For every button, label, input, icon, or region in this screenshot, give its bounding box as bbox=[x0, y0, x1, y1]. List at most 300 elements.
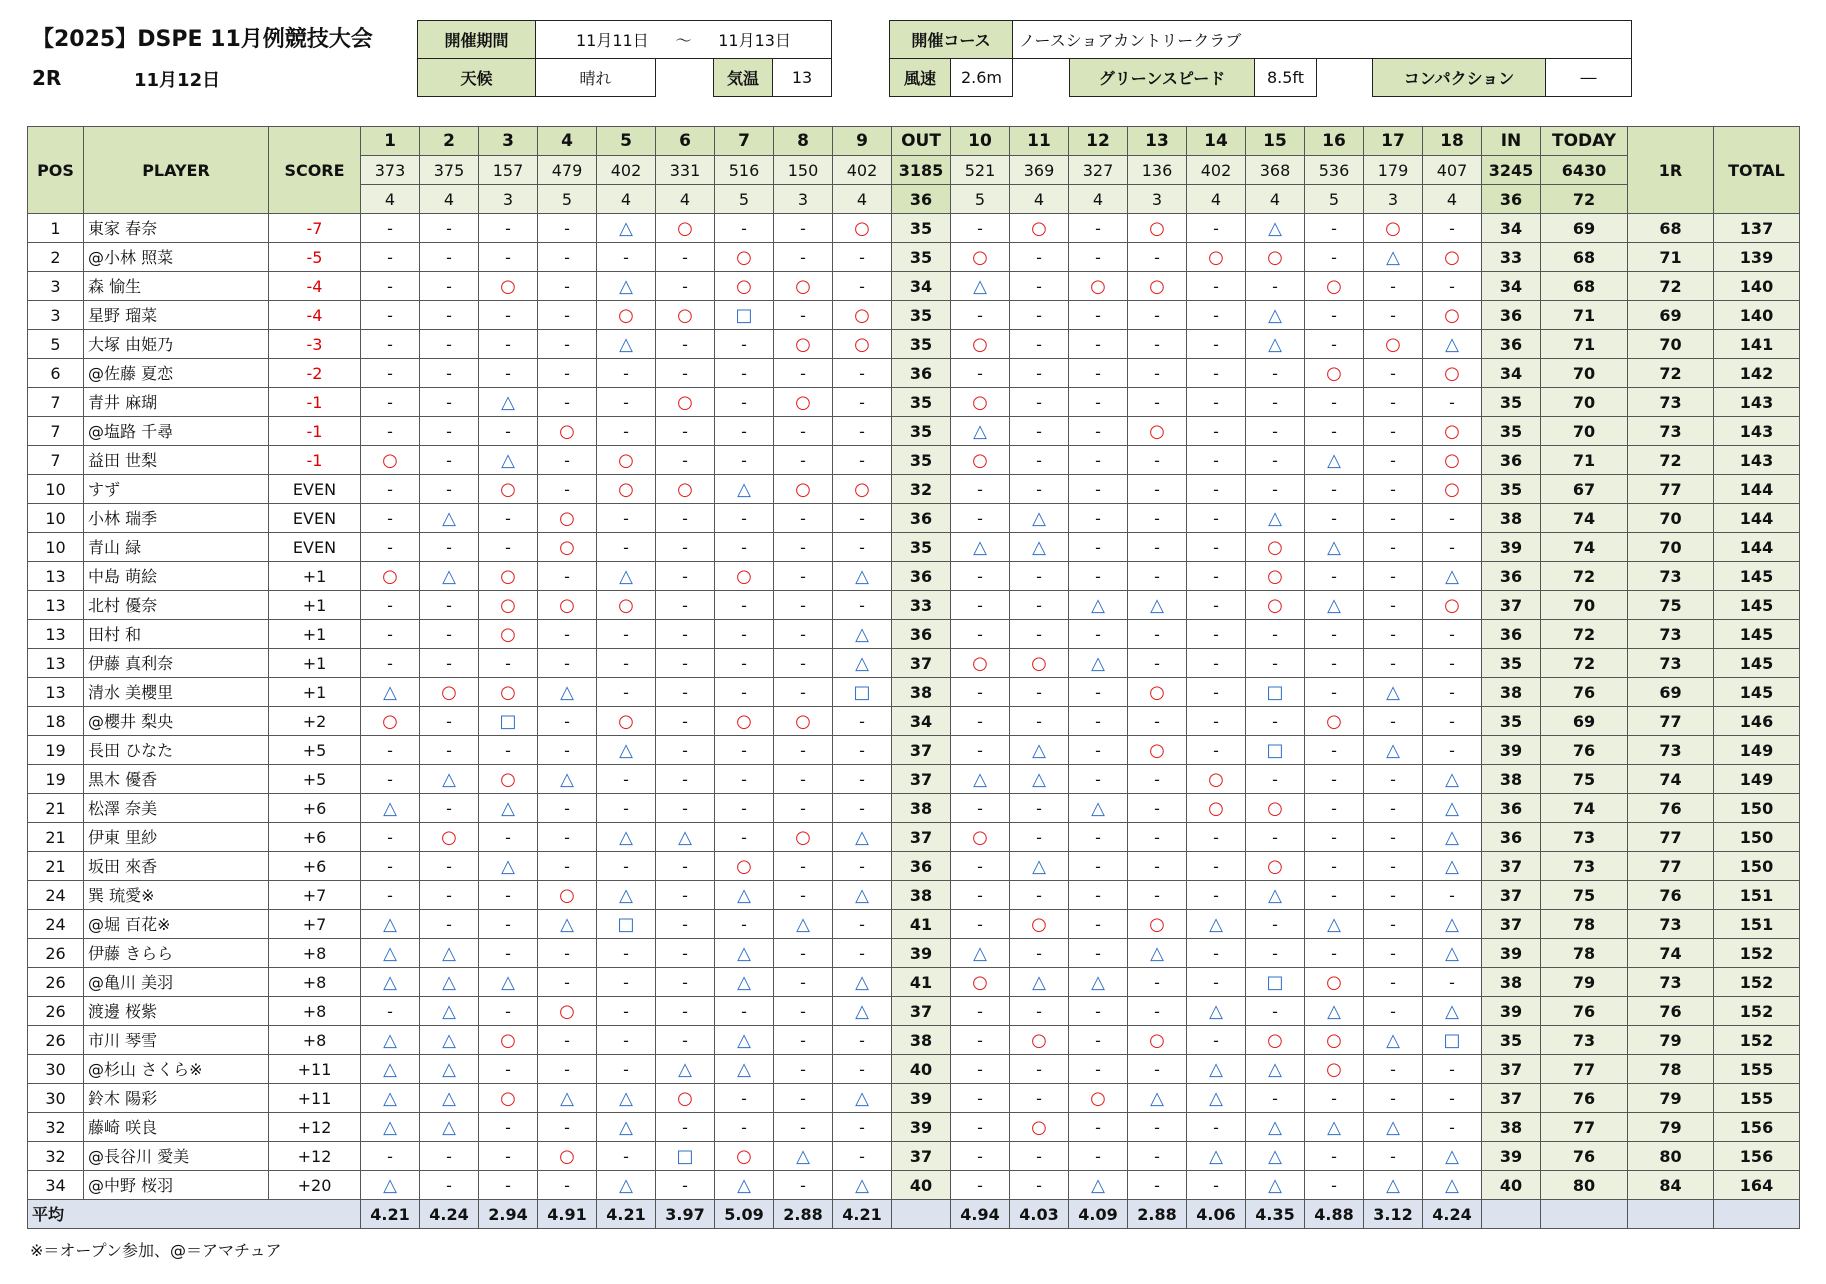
hole-result bbox=[656, 852, 715, 881]
par-dash: - bbox=[1095, 247, 1101, 267]
hole-result bbox=[1010, 765, 1069, 794]
par-dash: - bbox=[623, 972, 629, 992]
hole-result bbox=[1010, 214, 1069, 243]
par-dash: - bbox=[859, 914, 865, 934]
hole-result bbox=[1010, 823, 1069, 852]
table-row bbox=[28, 707, 1800, 736]
hole-result bbox=[479, 591, 538, 620]
player-1r: 84 bbox=[1628, 1171, 1714, 1200]
hole-result bbox=[479, 504, 538, 533]
birdie-circle-icon: ○ bbox=[972, 826, 988, 848]
bogey-triangle-icon: △ bbox=[1327, 913, 1341, 935]
par-dash: - bbox=[1390, 972, 1396, 992]
par-dash: - bbox=[1213, 218, 1219, 238]
bogey-triangle-icon: △ bbox=[1386, 1029, 1400, 1051]
par-dash: - bbox=[1331, 1175, 1337, 1195]
hole-result bbox=[1069, 301, 1128, 330]
average-row bbox=[28, 1200, 1800, 1229]
par-dash: - bbox=[387, 218, 393, 238]
hole-result bbox=[774, 939, 833, 968]
hole-result bbox=[833, 649, 892, 678]
hole-result bbox=[1246, 1113, 1305, 1142]
hole-result bbox=[1246, 620, 1305, 649]
player-1r: 73 bbox=[1628, 388, 1714, 417]
player-total: 149 bbox=[1714, 736, 1800, 765]
par-dash: - bbox=[1154, 363, 1160, 383]
hole-result bbox=[1187, 1084, 1246, 1113]
hole-result bbox=[1246, 968, 1305, 997]
r1-average bbox=[1628, 1200, 1714, 1229]
bogey-triangle-icon: △ bbox=[1327, 594, 1341, 616]
hole-result bbox=[1305, 707, 1364, 736]
player-score: +6 bbox=[269, 823, 361, 852]
player-in: 37 bbox=[1482, 1084, 1541, 1113]
hole-result bbox=[1423, 562, 1482, 591]
par-dash: - bbox=[1036, 450, 1042, 470]
hole-result bbox=[1423, 910, 1482, 939]
par-dash: - bbox=[1154, 653, 1160, 673]
player-1r: 69 bbox=[1628, 678, 1714, 707]
average-label: 平均 bbox=[28, 1200, 361, 1229]
par-dash: - bbox=[623, 856, 629, 876]
hole-result bbox=[1364, 446, 1423, 475]
hole-result bbox=[420, 562, 479, 591]
player-score: -3 bbox=[269, 330, 361, 359]
birdie-circle-icon: ○ bbox=[1326, 1058, 1342, 1080]
hole-result bbox=[1423, 852, 1482, 881]
player-total: 143 bbox=[1714, 417, 1800, 446]
hole-result bbox=[656, 446, 715, 475]
bogey-triangle-icon: △ bbox=[1327, 1116, 1341, 1138]
par-dash: - bbox=[1272, 769, 1278, 789]
hole-number: 2 bbox=[420, 127, 479, 156]
hole-result bbox=[1364, 678, 1423, 707]
hole-result bbox=[1305, 417, 1364, 446]
hole-result bbox=[361, 707, 420, 736]
player-in: 39 bbox=[1482, 939, 1541, 968]
hole-result bbox=[420, 1113, 479, 1142]
player-pos: 7 bbox=[28, 446, 84, 475]
par-dash: - bbox=[800, 421, 806, 441]
hole-result bbox=[597, 533, 656, 562]
player-today: 68 bbox=[1541, 243, 1628, 272]
hole-result bbox=[1364, 852, 1423, 881]
par-dash: - bbox=[564, 450, 570, 470]
hole-result bbox=[479, 417, 538, 446]
hole-result bbox=[597, 649, 656, 678]
player-name: @亀川 美羽 bbox=[84, 968, 269, 997]
hole-result bbox=[1305, 852, 1364, 881]
hole-result bbox=[538, 272, 597, 301]
hole-result bbox=[361, 330, 420, 359]
hole-result bbox=[361, 272, 420, 301]
player-in: 40 bbox=[1482, 1171, 1541, 1200]
player-in: 36 bbox=[1482, 620, 1541, 649]
par-dash: - bbox=[505, 334, 511, 354]
bogey-triangle-icon: △ bbox=[442, 1058, 456, 1080]
hole-result bbox=[1187, 1142, 1246, 1171]
par-dash: - bbox=[682, 595, 688, 615]
table-row bbox=[28, 359, 1800, 388]
birdie-circle-icon: ○ bbox=[1267, 565, 1283, 587]
player-out: 33 bbox=[892, 591, 951, 620]
hole-average: 4.21 bbox=[833, 1200, 892, 1229]
table-row bbox=[28, 881, 1800, 910]
player-name: 伊東 里紗 bbox=[84, 823, 269, 852]
player-today: 73 bbox=[1541, 823, 1628, 852]
hole-result bbox=[774, 1084, 833, 1113]
hole-result bbox=[1423, 1026, 1482, 1055]
hole-result bbox=[774, 359, 833, 388]
player-1r: 79 bbox=[1628, 1084, 1714, 1113]
player-1r: 73 bbox=[1628, 910, 1714, 939]
player-name: 東家 春奈 bbox=[84, 214, 269, 243]
hole-result bbox=[538, 533, 597, 562]
hole-result bbox=[1246, 939, 1305, 968]
par-dash: - bbox=[623, 537, 629, 557]
par-dash: - bbox=[977, 1059, 983, 1079]
table-row bbox=[28, 214, 1800, 243]
hole-result bbox=[833, 968, 892, 997]
par-dash: - bbox=[564, 827, 570, 847]
player-pos: 10 bbox=[28, 504, 84, 533]
player-out: 35 bbox=[892, 301, 951, 330]
player-1r: 73 bbox=[1628, 417, 1714, 446]
hole-result bbox=[361, 968, 420, 997]
bogey-triangle-icon: △ bbox=[1386, 681, 1400, 703]
birdie-circle-icon: ○ bbox=[736, 710, 752, 732]
hole-result bbox=[951, 359, 1010, 388]
hole-result bbox=[597, 417, 656, 446]
hole-result bbox=[1305, 359, 1364, 388]
birdie-circle-icon: ○ bbox=[1326, 1029, 1342, 1051]
hole-result bbox=[656, 388, 715, 417]
hole-result bbox=[1010, 301, 1069, 330]
par-dash: - bbox=[1036, 247, 1042, 267]
player-total: 144 bbox=[1714, 504, 1800, 533]
table-row bbox=[28, 736, 1800, 765]
birdie-circle-icon: ○ bbox=[1267, 1029, 1283, 1051]
birdie-circle-icon: ○ bbox=[1149, 420, 1165, 442]
par-dash: - bbox=[387, 247, 393, 267]
hole-result bbox=[774, 707, 833, 736]
player-total: 151 bbox=[1714, 910, 1800, 939]
birdie-circle-icon: ○ bbox=[382, 710, 398, 732]
hole-result bbox=[1010, 736, 1069, 765]
hole-result bbox=[1246, 272, 1305, 301]
hole-result bbox=[1128, 881, 1187, 910]
hole-result bbox=[1246, 1055, 1305, 1084]
player-name: 田村 和 bbox=[84, 620, 269, 649]
par-dash: - bbox=[800, 218, 806, 238]
hole-result bbox=[774, 881, 833, 910]
par-dash: - bbox=[977, 711, 983, 731]
par-dash: - bbox=[682, 1030, 688, 1050]
table-row bbox=[28, 939, 1800, 968]
hole-result bbox=[479, 533, 538, 562]
birdie-circle-icon: ○ bbox=[972, 449, 988, 471]
birdie-circle-icon: ○ bbox=[1267, 855, 1283, 877]
bogey-triangle-icon: △ bbox=[383, 971, 397, 993]
bogey-triangle-icon: △ bbox=[619, 1116, 633, 1138]
hole-result bbox=[1305, 1055, 1364, 1084]
par-dash: - bbox=[564, 479, 570, 499]
par-dash: - bbox=[446, 1146, 452, 1166]
hole-result bbox=[361, 1084, 420, 1113]
par-dash: - bbox=[1449, 740, 1455, 760]
round-label: 2R bbox=[32, 66, 62, 90]
hole-result bbox=[479, 765, 538, 794]
par-dash: - bbox=[741, 421, 747, 441]
hole-result bbox=[1128, 475, 1187, 504]
par-dash: - bbox=[1390, 363, 1396, 383]
hole-result bbox=[1423, 678, 1482, 707]
hole-result bbox=[1128, 736, 1187, 765]
par-dash: - bbox=[446, 363, 452, 383]
hole-result bbox=[1069, 1026, 1128, 1055]
hole-result bbox=[597, 301, 656, 330]
hole-result bbox=[1010, 1171, 1069, 1200]
hole-result bbox=[1069, 852, 1128, 881]
birdie-circle-icon: ○ bbox=[1031, 1029, 1047, 1051]
player-out: 39 bbox=[892, 1084, 951, 1113]
par-dash: - bbox=[1331, 508, 1337, 528]
bogey-triangle-icon: △ bbox=[737, 884, 751, 906]
hole-result bbox=[420, 765, 479, 794]
player-today: 78 bbox=[1541, 910, 1628, 939]
hole-result bbox=[951, 1142, 1010, 1171]
hole-result bbox=[833, 243, 892, 272]
player-out: 38 bbox=[892, 881, 951, 910]
hole-result bbox=[361, 359, 420, 388]
player-in: 36 bbox=[1482, 330, 1541, 359]
hole-result bbox=[420, 1055, 479, 1084]
par-dash: - bbox=[1095, 1001, 1101, 1021]
par-dash: - bbox=[1213, 421, 1219, 441]
par-dash: - bbox=[859, 711, 865, 731]
hole-result bbox=[361, 243, 420, 272]
player-total: 152 bbox=[1714, 968, 1800, 997]
hole-result bbox=[1187, 301, 1246, 330]
hole-result bbox=[774, 1142, 833, 1171]
par-dash: - bbox=[1390, 392, 1396, 412]
birdie-circle-icon: ○ bbox=[1444, 362, 1460, 384]
hole-result bbox=[715, 446, 774, 475]
hole-number: 12 bbox=[1069, 127, 1128, 156]
hole-result bbox=[361, 736, 420, 765]
bogey-triangle-icon: △ bbox=[1209, 913, 1223, 935]
par-dash: - bbox=[623, 1030, 629, 1050]
par-dash: - bbox=[1272, 392, 1278, 412]
table-row bbox=[28, 968, 1800, 997]
hole-number: 14 bbox=[1187, 127, 1246, 156]
birdie-circle-icon: ○ bbox=[559, 420, 575, 442]
hole-result bbox=[1187, 736, 1246, 765]
player-1r: 70 bbox=[1628, 330, 1714, 359]
par-dash: - bbox=[505, 508, 511, 528]
par-dash: - bbox=[741, 508, 747, 528]
bogey-triangle-icon: △ bbox=[1150, 942, 1164, 964]
par-dash: - bbox=[1449, 653, 1455, 673]
hole-result bbox=[656, 910, 715, 939]
hole-result bbox=[833, 504, 892, 533]
birdie-circle-icon: ○ bbox=[1031, 652, 1047, 674]
player-name: @小林 照菜 bbox=[84, 243, 269, 272]
hole-result bbox=[1364, 591, 1423, 620]
hole-result bbox=[1010, 330, 1069, 359]
player-out: 35 bbox=[892, 417, 951, 446]
par-dash: - bbox=[1390, 421, 1396, 441]
birdie-circle-icon: ○ bbox=[1444, 449, 1460, 471]
hole-result bbox=[479, 330, 538, 359]
par-dash: - bbox=[859, 247, 865, 267]
hole-result bbox=[361, 446, 420, 475]
green-speed-value: 8.5ft bbox=[1254, 58, 1317, 97]
player-pos: 10 bbox=[28, 475, 84, 504]
par-dash: - bbox=[1095, 218, 1101, 238]
player-today: 68 bbox=[1541, 272, 1628, 301]
birdie-circle-icon: ○ bbox=[677, 391, 693, 413]
hole-result bbox=[1187, 591, 1246, 620]
hole-result bbox=[1364, 997, 1423, 1026]
par-dash: - bbox=[1213, 363, 1219, 383]
hole-result bbox=[1069, 1113, 1128, 1142]
hole-result bbox=[538, 214, 597, 243]
birdie-circle-icon: ○ bbox=[1208, 246, 1224, 268]
par-dash: - bbox=[505, 740, 511, 760]
hole-result bbox=[420, 475, 479, 504]
hole-result bbox=[833, 1171, 892, 1200]
par-dash: - bbox=[977, 1001, 983, 1021]
par-dash: - bbox=[1154, 856, 1160, 876]
bogey-triangle-icon: △ bbox=[442, 1116, 456, 1138]
par-dash: - bbox=[1272, 943, 1278, 963]
bogey-triangle-icon: △ bbox=[619, 565, 633, 587]
player-1r: 73 bbox=[1628, 736, 1714, 765]
player-out: 36 bbox=[892, 562, 951, 591]
hole-result bbox=[1187, 446, 1246, 475]
bogey-triangle-icon: △ bbox=[1268, 333, 1282, 355]
hole-result bbox=[1364, 1142, 1423, 1171]
par-dash: - bbox=[1331, 653, 1337, 673]
hole-result bbox=[1364, 272, 1423, 301]
par-dash: - bbox=[623, 769, 629, 789]
par-dash: - bbox=[1272, 1088, 1278, 1108]
hole-result bbox=[361, 301, 420, 330]
hole-result bbox=[774, 794, 833, 823]
hole-result bbox=[1364, 1113, 1423, 1142]
hole-result bbox=[715, 736, 774, 765]
par-dash: - bbox=[682, 1175, 688, 1195]
hole-result bbox=[1187, 475, 1246, 504]
player-in: 37 bbox=[1482, 591, 1541, 620]
bogey-triangle-icon: △ bbox=[619, 333, 633, 355]
par-dash: - bbox=[1213, 276, 1219, 296]
par-dash: - bbox=[1390, 595, 1396, 615]
hole-result bbox=[361, 417, 420, 446]
birdie-circle-icon: ○ bbox=[618, 304, 634, 326]
bogey-triangle-icon: △ bbox=[1268, 217, 1282, 239]
hole-result bbox=[1187, 794, 1246, 823]
par-dash: - bbox=[800, 653, 806, 673]
hole-result bbox=[479, 968, 538, 997]
bogey-triangle-icon: △ bbox=[1091, 1174, 1105, 1196]
bogey-triangle-icon: △ bbox=[383, 1116, 397, 1138]
par-dash: - bbox=[1095, 566, 1101, 586]
birdie-circle-icon: ○ bbox=[972, 652, 988, 674]
hole-result bbox=[597, 968, 656, 997]
hole-result bbox=[1069, 1142, 1128, 1171]
par-dash: - bbox=[800, 972, 806, 992]
player-score: +20 bbox=[269, 1171, 361, 1200]
player-score: -2 bbox=[269, 359, 361, 388]
player-total: 140 bbox=[1714, 301, 1800, 330]
par-dash: - bbox=[1331, 421, 1337, 441]
bogey-triangle-icon: △ bbox=[383, 1087, 397, 1109]
player-name: 中島 萌絵 bbox=[84, 562, 269, 591]
player-in: 36 bbox=[1482, 301, 1541, 330]
player-score: +2 bbox=[269, 707, 361, 736]
par-dash: - bbox=[1449, 1088, 1455, 1108]
hole-result bbox=[597, 1084, 656, 1113]
hole-result bbox=[656, 330, 715, 359]
hole-result bbox=[361, 388, 420, 417]
par-dash: - bbox=[682, 363, 688, 383]
hole-result bbox=[1305, 301, 1364, 330]
player-total: 143 bbox=[1714, 446, 1800, 475]
par-dash: - bbox=[1036, 595, 1042, 615]
par-dash: - bbox=[1213, 334, 1219, 354]
par-dash: - bbox=[741, 218, 747, 238]
par-dash: - bbox=[1095, 740, 1101, 760]
par-dash: - bbox=[1390, 508, 1396, 528]
player-out: 36 bbox=[892, 359, 951, 388]
hole-result bbox=[951, 301, 1010, 330]
weather-label: 天候 bbox=[417, 58, 536, 97]
hole-result bbox=[715, 214, 774, 243]
par-dash: - bbox=[1154, 305, 1160, 325]
hole-result bbox=[1305, 243, 1364, 272]
birdie-circle-icon: ○ bbox=[441, 681, 457, 703]
hole-result bbox=[656, 823, 715, 852]
hole-average: 3.12 bbox=[1364, 1200, 1423, 1229]
hole-result bbox=[361, 823, 420, 852]
bogey-triangle-icon: △ bbox=[442, 1087, 456, 1109]
bogey-triangle-icon: △ bbox=[1268, 1145, 1282, 1167]
hole-result bbox=[1246, 475, 1305, 504]
birdie-circle-icon: ○ bbox=[736, 855, 752, 877]
par-dash: - bbox=[1449, 711, 1455, 731]
player-out: 37 bbox=[892, 649, 951, 678]
birdie-circle-icon: ○ bbox=[677, 304, 693, 326]
hole-result bbox=[1069, 910, 1128, 939]
hole-result bbox=[1010, 852, 1069, 881]
hole-result bbox=[538, 707, 597, 736]
player-today: 69 bbox=[1541, 707, 1628, 736]
hole-result bbox=[774, 1026, 833, 1055]
par-dash: - bbox=[1213, 1117, 1219, 1137]
bogey-triangle-icon: △ bbox=[737, 478, 751, 500]
hole-result bbox=[538, 475, 597, 504]
player-in: 37 bbox=[1482, 852, 1541, 881]
hole-result bbox=[420, 446, 479, 475]
par-dash: - bbox=[1331, 566, 1337, 586]
hole-result bbox=[538, 968, 597, 997]
in-par: 36 bbox=[1482, 185, 1541, 214]
par-dash: - bbox=[977, 856, 983, 876]
par-dash: - bbox=[1331, 479, 1337, 499]
hole-result bbox=[715, 910, 774, 939]
